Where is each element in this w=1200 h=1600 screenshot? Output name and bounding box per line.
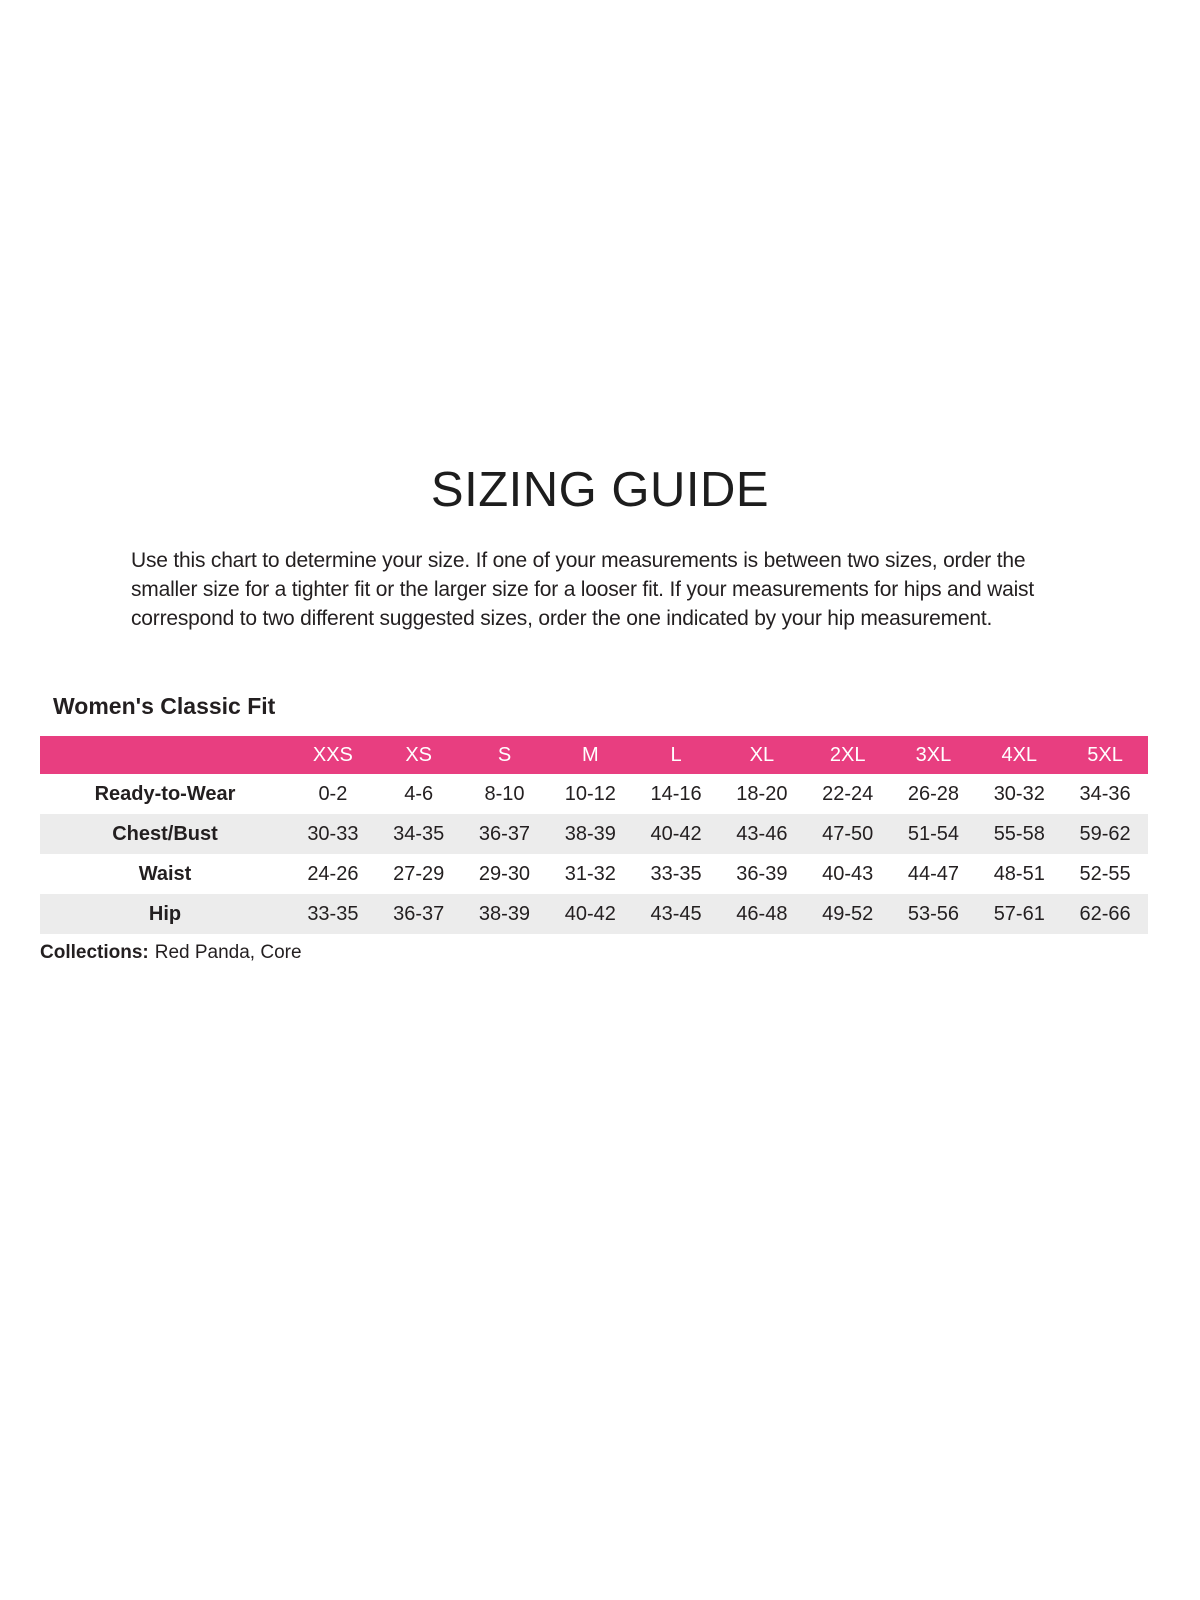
size-table	[40, 736, 1148, 934]
value-cell: 34-36	[1079, 782, 1131, 805]
size-header-cell-xs: XS	[405, 743, 433, 766]
value-cell: 55-58	[993, 822, 1045, 845]
size-header-cell-2xl: 2XL	[829, 743, 866, 766]
value-cell: 40-42	[564, 902, 616, 925]
value-cell: 33-35	[650, 862, 702, 885]
section-heading: Women's Classic Fit	[53, 693, 276, 719]
value-cell: 34-35	[393, 822, 445, 845]
value-cell: 57-61	[993, 902, 1045, 925]
size-header-cell-xl: XL	[749, 743, 775, 766]
row-label-cell: Waist	[138, 862, 192, 885]
value-cell: 62-66	[1079, 902, 1131, 925]
row-label-cell: Chest/Bust	[112, 822, 218, 845]
row-label-cell: Hip	[148, 902, 182, 925]
value-cell: 30-33	[307, 822, 359, 845]
size-header-cell-3xl: 3XL	[915, 743, 952, 766]
size-header-cell-m: M	[581, 743, 599, 766]
value-cell: 22-24	[822, 782, 874, 805]
value-cell: 31-32	[564, 862, 616, 885]
size-table-header-row	[40, 736, 1148, 774]
table-row-chest-bust	[40, 814, 1148, 854]
value-cell: 52-55	[1079, 862, 1131, 885]
size-header-cell-xxs: XXS	[312, 743, 353, 766]
value-cell: 48-51	[993, 862, 1045, 885]
table-row-waist	[40, 854, 1148, 894]
size-header-cell-5xl: 5XL	[1087, 743, 1123, 766]
value-cell: 26-28	[907, 782, 960, 805]
value-cell: 8-10	[484, 782, 525, 805]
value-cell: 43-46	[736, 822, 788, 845]
value-cell: 36-39	[736, 862, 788, 885]
value-cell: 38-39	[564, 822, 616, 845]
value-cell: 53-56	[907, 902, 960, 925]
value-cell: 27-29	[393, 862, 445, 885]
value-cell: 10-12	[564, 782, 616, 805]
value-cell: 59-62	[1079, 822, 1131, 845]
value-cell: 49-52	[822, 902, 874, 925]
value-cell: 40-43	[822, 862, 874, 885]
value-cell: 51-54	[907, 822, 960, 845]
page-title: SIZING GUIDE	[430, 463, 770, 517]
value-cell: 40-42	[650, 822, 702, 845]
value-cell: 4-6	[404, 782, 434, 805]
value-cell: 36-37	[393, 902, 445, 925]
value-cell: 29-30	[478, 862, 531, 885]
collections-label: Collections:	[40, 942, 149, 963]
value-cell: 33-35	[307, 902, 359, 925]
collections-value: Red Panda, Core	[154, 942, 302, 963]
size-header-cell-s: S	[497, 743, 512, 766]
size-table-body	[40, 774, 1148, 934]
row-label-cell: Ready-to-Wear	[94, 782, 236, 805]
value-cell: 0-2	[318, 782, 348, 805]
intro-paragraph: Use this chart to determine your size. If one of your measurements is between two sizes, order the smaller size for a tighter fit or the larger size for a looser fit. If your measurements for hips and waist correspond to two different suggested sizes, order the one indicated by your hip measurement.	[131, 549, 1034, 630]
value-cell: 14-16	[650, 782, 702, 805]
value-cell: 30-32	[993, 782, 1045, 805]
value-cell: 47-50	[822, 822, 874, 845]
value-cell: 36-37	[478, 822, 531, 845]
size-header-cell-4xl: 4XL	[1001, 743, 1038, 766]
value-cell: 43-45	[650, 902, 702, 925]
value-cell: 38-39	[478, 902, 531, 925]
value-cell: 24-26	[307, 862, 359, 885]
size-header-cell-l: L	[670, 743, 682, 766]
table-row-hip	[40, 894, 1148, 934]
table-row-ready-to-wear	[40, 774, 1148, 814]
value-cell: 18-20	[736, 782, 788, 805]
value-cell: 46-48	[736, 902, 788, 925]
value-cell: 44-47	[907, 862, 960, 885]
collections-line	[40, 942, 1200, 964]
